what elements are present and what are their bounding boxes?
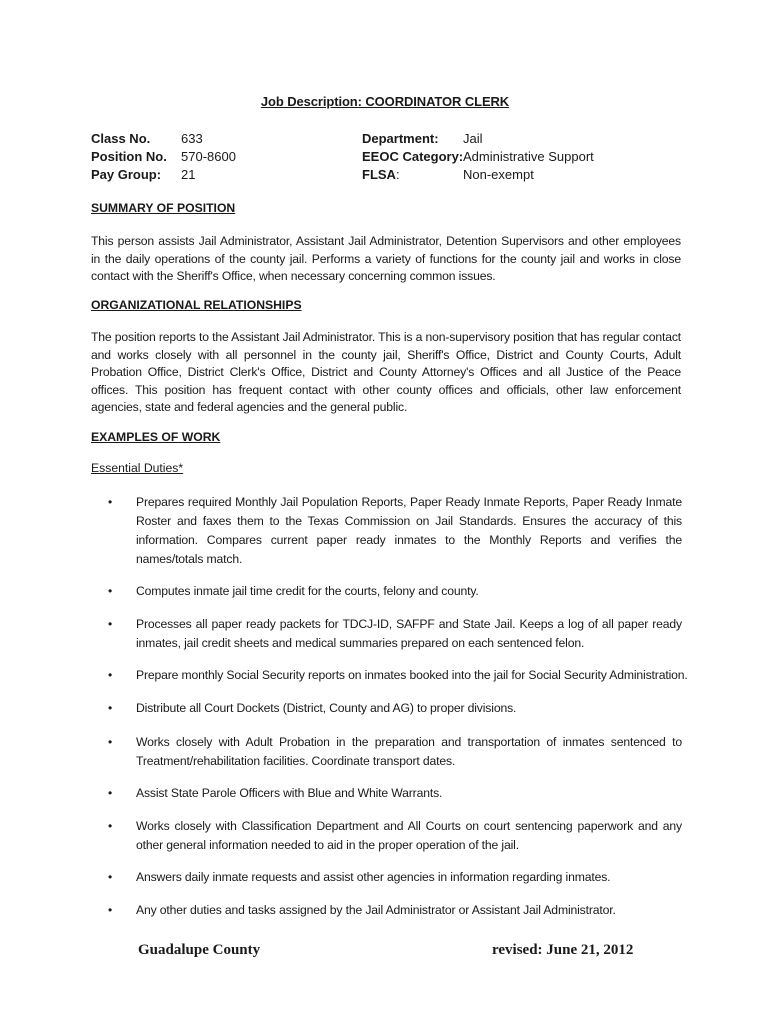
duty-text: Works closely with Classification Department and All Courts on court sentencing paperwork and any other general information needed to aid in the proper operation of the jail. [136,819,682,852]
summary-heading: SUMMARY OF POSITION [91,201,236,215]
duty-text: Any other duties and tasks assigned by the Jail Administrator or Assistant Jail Administrator. [136,903,616,917]
pay-group-value: 21 [181,167,196,182]
bullet-icon: • [108,819,113,833]
page-title: Job Description: COORDINATOR CLERK [260,94,510,109]
class-no-label: Class No. [91,131,151,146]
examples-heading: EXAMPLES OF WORK [91,430,221,444]
flsa-value: Non-exempt [463,167,534,182]
duty-text: Distribute all Court Dockets (District, County and AG) to proper divisions. [136,701,517,715]
duty-text: Assist State Parole Officers with Blue and White Warrants. [136,786,443,800]
bullet-icon: • [108,735,113,749]
position-no-value: 570-8600 [181,149,236,164]
eeoc-category-label: EEOC Category: [362,149,464,164]
duty-text: Answers daily inmate requests and assist other agencies in information regarding inmates. [136,870,611,884]
duty-text: Works closely with Adult Probation in the preparation and transportation of inmates sentenced to Treatment/rehabilitation facilities. Coordinate transport dates. [136,735,682,768]
duty-text: Processes all paper ready packets for TDCJ-ID, SAFPF and State Jail. Keeps a log of all paper ready inmates, jail credit sheets and medical summaries prepared on each sentenced felon. [136,617,682,650]
position-no-label: Position No. [91,149,167,164]
flsa-label-text: FLSA [362,167,396,182]
duty-text: Prepares required Monthly Jail Population Reports, Paper Ready Inmate Reports, Paper Ready Inmate Roster and faxes them to the Texas Commission on Jail Standards. Ensures the accuracy of this information. Compares current paper ready inmates to the Monthly Reports and verifies the names/totals match. [136,495,682,566]
duty-text: Prepare monthly Social Security reports on inmates booked into the jail for Social Security Administration. [136,668,688,682]
duty-text: Computes inmate jail time credit for the courts, felony and county. [136,584,479,598]
bullet-icon: • [108,701,113,715]
department-value: Jail [463,131,483,146]
footer-revised-date: revised: June 21, 2012 [492,942,634,958]
bullet-icon: • [108,903,113,917]
flsa-label [362,166,400,184]
bullet-icon: • [108,786,113,800]
essential-duties-subheading: Essential Duties* [91,461,184,475]
department-label: Department: [362,131,439,146]
class-info-block [91,130,331,186]
bullet-icon: • [108,495,113,509]
bullet-icon: • [108,617,113,631]
eeoc-category-value: Administrative Support [463,149,594,164]
flsa-label-colon: : [395,167,400,182]
relationships-paragraph: The position reports to the Assistant Jail Administrator. This is a non-supervisory position that has regular contact and works closely with all personnel in the county jail, Sheriff's Office, District and County Courts, Adult Probation Office, District Clerk's Office, District and County Attorney's Offices and all Justice of the Peace offices. This position has frequent contact with other county offices and officials, other law enforcement agencies, state and federal agencies and the general public. [91,330,681,415]
bullet-icon: • [108,584,113,598]
pay-group-label: Pay Group: [91,167,162,182]
bullet-icon: • [108,668,113,682]
bullet-icon: • [108,870,113,884]
summary-paragraph: This person assists Jail Administrator, Assistant Jail Administrator, Detention Supervisors and other employees in the daily operations of the county jail. Performs a variety of functions for the county jail and works in close contact with the Sheriff's Office, when necessary concerning common issues. [91,234,681,284]
relationships-heading: ORGANIZATIONAL RELATIONSHIPS [91,298,302,312]
footer-county: Guadalupe County [138,942,261,958]
department-info-block [362,130,662,186]
class-no-value: 633 [181,131,203,146]
